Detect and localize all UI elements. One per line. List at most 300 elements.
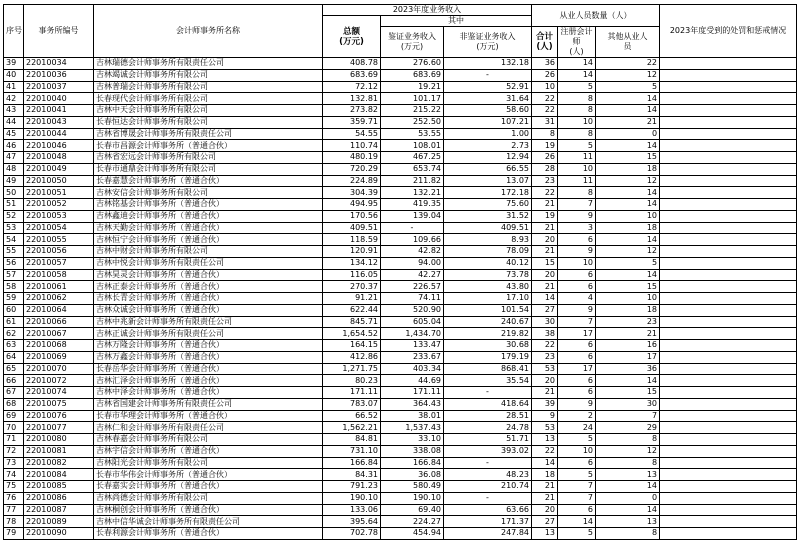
- cell-firm-no: 22010087: [24, 504, 94, 516]
- cell-audit: 44.69: [381, 375, 444, 387]
- table-row: [4, 504, 797, 516]
- cell-cpa: 7: [558, 316, 596, 328]
- cell-seq: 50: [4, 187, 24, 199]
- table-row: [4, 105, 797, 117]
- table-row: [4, 93, 797, 105]
- cell-firm-no: 22010052: [24, 199, 94, 211]
- cell-penalty: [660, 469, 797, 481]
- cell-penalty: [660, 351, 797, 363]
- cell-penalty: [660, 163, 797, 175]
- cell-firm-name: 吉林瑞德会计师事务所有限责任公司: [94, 58, 323, 70]
- cell-seq: 52: [4, 210, 24, 222]
- cell-other-staff: 5: [596, 81, 660, 93]
- table-row: [4, 387, 797, 399]
- cell-penalty: [660, 516, 797, 528]
- cell-firm-no: 22010053: [24, 210, 94, 222]
- cell-firm-no: 22010066: [24, 316, 94, 328]
- cell-firm-no: 22010054: [24, 222, 94, 234]
- cell-firm-no: 22010084: [24, 469, 94, 481]
- cell-penalty: [660, 187, 797, 199]
- cell-non-audit: 868.41: [444, 363, 532, 375]
- cell-firm-no: 22010082: [24, 457, 94, 469]
- cell-non-audit: 132.18: [444, 58, 532, 70]
- cell-other-staff: 18: [596, 163, 660, 175]
- cell-other-staff: 10: [596, 210, 660, 222]
- cell-other-staff: 15: [596, 152, 660, 164]
- cell-seq: 75: [4, 481, 24, 493]
- cell-audit: 252.50: [381, 116, 444, 128]
- cell-cpa: 8: [558, 187, 596, 199]
- cell-non-audit: 58.60: [444, 105, 532, 117]
- cell-firm-name: 吉林省博晟会计师事务所有限责任公司: [94, 128, 323, 140]
- cell-seq: 57: [4, 269, 24, 281]
- table-row: [4, 187, 797, 199]
- cell-audit: 605.04: [381, 316, 444, 328]
- cell-audit: 19.21: [381, 81, 444, 93]
- cell-other-staff: 12: [596, 445, 660, 457]
- cell-penalty: [660, 199, 797, 211]
- cell-other-staff: 14: [596, 93, 660, 105]
- header-penalty: 2023年度受到的处罚和惩戒情况: [660, 5, 797, 58]
- cell-staff-total: 21: [532, 281, 558, 293]
- cell-non-audit: 171.37: [444, 516, 532, 528]
- cell-penalty: [660, 116, 797, 128]
- cell-non-audit: 75.60: [444, 199, 532, 211]
- cell-other-staff: 13: [596, 516, 660, 528]
- cell-staff-total: 26: [532, 69, 558, 81]
- cell-total: 731.10: [323, 445, 381, 457]
- cell-other-staff: 8: [596, 434, 660, 446]
- cell-seq: 71: [4, 434, 24, 446]
- cell-staff-total: 21: [532, 387, 558, 399]
- cell-firm-no: 22010075: [24, 398, 94, 410]
- cell-firm-name: 吉林中悦会计师事务所有限责任公司: [94, 257, 323, 269]
- cell-penalty: [660, 93, 797, 105]
- cell-audit: 38.01: [381, 410, 444, 422]
- cell-other-staff: 10: [596, 293, 660, 305]
- cell-firm-no: 22010080: [24, 434, 94, 446]
- cell-penalty: [660, 257, 797, 269]
- cell-other-staff: 14: [596, 140, 660, 152]
- cell-seq: 61: [4, 316, 24, 328]
- table-row: [4, 140, 797, 152]
- cell-seq: 60: [4, 304, 24, 316]
- cell-penalty: [660, 105, 797, 117]
- cell-penalty: [660, 293, 797, 305]
- cell-staff-total: 18: [532, 469, 558, 481]
- table-row: [4, 257, 797, 269]
- cell-audit: 166.84: [381, 457, 444, 469]
- cell-other-staff: 0: [596, 128, 660, 140]
- cell-penalty: [660, 316, 797, 328]
- cell-penalty: [660, 234, 797, 246]
- header-non-audit: 非鉴证业务收入 (万元): [444, 27, 532, 58]
- cell-firm-name: 吉林安信会计师事务所有限公司: [94, 187, 323, 199]
- cell-non-audit: 8.93: [444, 234, 532, 246]
- cell-firm-no: 22010081: [24, 445, 94, 457]
- cell-firm-no: 22010051: [24, 187, 94, 199]
- cell-other-staff: 18: [596, 304, 660, 316]
- cell-audit: 683.69: [381, 69, 444, 81]
- table-row: [4, 422, 797, 434]
- header-total: 总额 (万元): [323, 16, 381, 58]
- cell-non-audit: -: [444, 457, 532, 469]
- cell-audit: 520.90: [381, 304, 444, 316]
- cell-firm-name: 长春市昌源会计师事务所（普通合伙）: [94, 140, 323, 152]
- table-row: [4, 469, 797, 481]
- cell-staff-total: 22: [532, 105, 558, 117]
- cell-audit: 454.94: [381, 528, 444, 540]
- cell-penalty: [660, 281, 797, 293]
- cell-non-audit: 179.19: [444, 351, 532, 363]
- cell-cpa: 14: [558, 58, 596, 70]
- cell-other-staff: 12: [596, 246, 660, 258]
- cell-audit: 36.08: [381, 469, 444, 481]
- cell-other-staff: 7: [596, 410, 660, 422]
- cell-staff-total: 15: [532, 257, 558, 269]
- cell-firm-no: 22010056: [24, 246, 94, 258]
- cell-penalty: [660, 410, 797, 422]
- cell-non-audit: 51.71: [444, 434, 532, 446]
- cell-total: 116.05: [323, 269, 381, 281]
- table-row: [4, 116, 797, 128]
- header-of-which: 其中: [381, 16, 532, 27]
- cell-firm-no: 22010048: [24, 152, 94, 164]
- cell-penalty: [660, 457, 797, 469]
- table-row: [4, 528, 797, 540]
- cell-non-audit: 31.64: [444, 93, 532, 105]
- cell-firm-name: 吉林长青会计师事务所（普通合伙）: [94, 293, 323, 305]
- cell-seq: 51: [4, 199, 24, 211]
- cell-seq: 62: [4, 328, 24, 340]
- cell-penalty: [660, 492, 797, 504]
- cell-non-audit: 40.12: [444, 257, 532, 269]
- table-row: [4, 434, 797, 446]
- cell-cpa: 11: [558, 152, 596, 164]
- cell-firm-no: 22010061: [24, 281, 94, 293]
- cell-seq: 64: [4, 351, 24, 363]
- cell-firm-no: 22010086: [24, 492, 94, 504]
- cell-staff-total: 9: [532, 410, 558, 422]
- table-row: [4, 481, 797, 493]
- cell-penalty: [660, 363, 797, 375]
- cell-penalty: [660, 58, 797, 70]
- cell-seq: 47: [4, 152, 24, 164]
- header-staff-group: 从业人员数量（人）: [532, 5, 660, 27]
- cell-audit: 94.00: [381, 257, 444, 269]
- cell-staff-total: 20: [532, 234, 558, 246]
- cell-cpa: 6: [558, 340, 596, 352]
- cell-audit: 190.10: [381, 492, 444, 504]
- cell-penalty: [660, 246, 797, 258]
- cell-firm-name: 吉林省宏远会计师事务所有限公司: [94, 152, 323, 164]
- cell-total: 80.23: [323, 375, 381, 387]
- cell-staff-total: 53: [532, 422, 558, 434]
- cell-non-audit: 247.84: [444, 528, 532, 540]
- cell-cpa: 3: [558, 222, 596, 234]
- cell-audit: 211.82: [381, 175, 444, 187]
- cell-total: 791.23: [323, 481, 381, 493]
- cell-cpa: 10: [558, 445, 596, 457]
- cell-non-audit: 35.54: [444, 375, 532, 387]
- header-firm-name: 会计师事务所名称: [94, 5, 323, 58]
- cell-cpa: 6: [558, 269, 596, 281]
- cell-staff-total: 53: [532, 363, 558, 375]
- header-staff-total: 合计 (人): [532, 27, 558, 58]
- cell-cpa: 5: [558, 434, 596, 446]
- cell-firm-name: 吉林鑫迪会计师事务所（普通合伙）: [94, 210, 323, 222]
- cell-firm-name: 长春现代会计师事务所有限公司: [94, 93, 323, 105]
- cell-cpa: 7: [558, 492, 596, 504]
- table-row: [4, 340, 797, 352]
- cell-total: 133.06: [323, 504, 381, 516]
- cell-staff-total: 14: [532, 293, 558, 305]
- cell-total: 304.39: [323, 187, 381, 199]
- cell-seq: 53: [4, 222, 24, 234]
- cell-firm-name: 吉林万鑫会计师事务所（普通合伙）: [94, 351, 323, 363]
- cell-seq: 79: [4, 528, 24, 540]
- cell-cpa: 5: [558, 528, 596, 540]
- cell-audit: 53.55: [381, 128, 444, 140]
- cell-firm-name: 吉林中兆新会计师事务所有限责任公司: [94, 316, 323, 328]
- cell-firm-name: 长春恒达会计师事务所有限公司: [94, 116, 323, 128]
- cell-firm-no: 22010058: [24, 269, 94, 281]
- cell-total: 683.69: [323, 69, 381, 81]
- cell-firm-no: 22010069: [24, 351, 94, 363]
- cell-staff-total: 20: [532, 504, 558, 516]
- cell-cpa: 6: [558, 281, 596, 293]
- cell-total: 480.19: [323, 152, 381, 164]
- table-row: [4, 398, 797, 410]
- cell-firm-name: 吉林万隆会计师事务所（普通合伙）: [94, 340, 323, 352]
- cell-total: 84.31: [323, 469, 381, 481]
- cell-staff-total: 8: [532, 128, 558, 140]
- cell-non-audit: -: [444, 387, 532, 399]
- cell-firm-no: 22010074: [24, 387, 94, 399]
- cell-firm-name: 吉林仁和会计师事务所有限责任公司: [94, 422, 323, 434]
- header-revenue-group: 2023年度业务收入: [323, 5, 532, 16]
- cell-audit: 69.40: [381, 504, 444, 516]
- cell-cpa: 6: [558, 387, 596, 399]
- cell-audit: 653.74: [381, 163, 444, 175]
- table-row: [4, 152, 797, 164]
- cell-firm-name: 吉林中泽会计师事务所（普通合伙）: [94, 387, 323, 399]
- header-other-staff: 其他从业人 员: [596, 27, 660, 58]
- cell-seq: 78: [4, 516, 24, 528]
- cell-total: 1,654.52: [323, 328, 381, 340]
- table-row: [4, 199, 797, 211]
- cell-penalty: [660, 528, 797, 540]
- cell-total: 110.74: [323, 140, 381, 152]
- cell-total: 132.81: [323, 93, 381, 105]
- cell-staff-total: 39: [532, 398, 558, 410]
- cell-other-staff: 16: [596, 340, 660, 352]
- cell-seq: 54: [4, 234, 24, 246]
- cell-seq: 45: [4, 128, 24, 140]
- cell-non-audit: 107.21: [444, 116, 532, 128]
- cell-firm-name: 长春市华理会计师事务所（普通合伙）: [94, 410, 323, 422]
- cell-cpa: 10: [558, 116, 596, 128]
- cell-seq: 59: [4, 293, 24, 305]
- cell-penalty: [660, 398, 797, 410]
- cell-penalty: [660, 481, 797, 493]
- cell-seq: 40: [4, 69, 24, 81]
- cell-audit: 226.57: [381, 281, 444, 293]
- cell-cpa: 5: [558, 469, 596, 481]
- cell-firm-no: 22010070: [24, 363, 94, 375]
- cell-audit: 580.49: [381, 481, 444, 493]
- cell-firm-name: 长春嘉慧会计师事务所（普通合伙）: [94, 175, 323, 187]
- cell-seq: 41: [4, 81, 24, 93]
- cell-non-audit: 24.78: [444, 422, 532, 434]
- table-row: [4, 163, 797, 175]
- cell-firm-name: 吉林恒宁会计师事务所（普通合伙）: [94, 234, 323, 246]
- cell-staff-total: 20: [532, 269, 558, 281]
- table-row: [4, 351, 797, 363]
- cell-total: 273.82: [323, 105, 381, 117]
- cell-seq: 74: [4, 469, 24, 481]
- cell-cpa: 14: [558, 69, 596, 81]
- cell-seq: 56: [4, 257, 24, 269]
- cell-seq: 65: [4, 363, 24, 375]
- cell-firm-no: 22010041: [24, 105, 94, 117]
- cell-penalty: [660, 434, 797, 446]
- cell-total: 845.71: [323, 316, 381, 328]
- cell-audit: 215.22: [381, 105, 444, 117]
- cell-cpa: 6: [558, 504, 596, 516]
- cell-cpa: 8: [558, 128, 596, 140]
- cell-firm-no: 22010068: [24, 340, 94, 352]
- cell-seq: 58: [4, 281, 24, 293]
- table-row: [4, 81, 797, 93]
- cell-penalty: [660, 81, 797, 93]
- cell-staff-total: 26: [532, 152, 558, 164]
- cell-firm-name: 吉林尚德会计师事务所有限公司: [94, 492, 323, 504]
- cell-audit: 1,434.70: [381, 328, 444, 340]
- cell-total: 494.95: [323, 199, 381, 211]
- cell-audit: 276.60: [381, 58, 444, 70]
- cell-firm-no: 22010067: [24, 328, 94, 340]
- cell-total: 171.11: [323, 387, 381, 399]
- cell-firm-no: 22010085: [24, 481, 94, 493]
- cell-seq: 73: [4, 457, 24, 469]
- cell-other-staff: 14: [596, 481, 660, 493]
- cell-total: 702.78: [323, 528, 381, 540]
- cell-firm-no: 22010044: [24, 128, 94, 140]
- cell-audit: 42.82: [381, 246, 444, 258]
- cell-total: 164.15: [323, 340, 381, 352]
- cell-penalty: [660, 222, 797, 234]
- cell-firm-name: 长春岳华会计师事务所（普通合伙）: [94, 363, 323, 375]
- cell-cpa: 4: [558, 293, 596, 305]
- cell-total: 1,271.75: [323, 363, 381, 375]
- cell-non-audit: 2.73: [444, 140, 532, 152]
- cell-non-audit: 101.54: [444, 304, 532, 316]
- cell-other-staff: 14: [596, 199, 660, 211]
- cell-total: 783.07: [323, 398, 381, 410]
- cell-firm-name: 长春利源会计师事务所（普通合伙）: [94, 528, 323, 540]
- cell-staff-total: 23: [532, 175, 558, 187]
- cell-staff-total: 14: [532, 457, 558, 469]
- header-firm-no: 事务所编号: [24, 5, 94, 58]
- cell-other-staff: 5: [596, 257, 660, 269]
- cell-other-staff: 21: [596, 328, 660, 340]
- cell-penalty: [660, 445, 797, 457]
- cell-seq: 63: [4, 340, 24, 352]
- cell-total: 170.56: [323, 210, 381, 222]
- cell-total: 622.44: [323, 304, 381, 316]
- cell-firm-no: 22010050: [24, 175, 94, 187]
- cell-seq: 46: [4, 140, 24, 152]
- cell-seq: 43: [4, 105, 24, 117]
- cell-seq: 68: [4, 398, 24, 410]
- cell-audit: 419.35: [381, 199, 444, 211]
- cell-firm-name: 吉林天勤会计师事务所（普通合伙）: [94, 222, 323, 234]
- cell-cpa: 10: [558, 163, 596, 175]
- cell-firm-name: 吉林正泰会计师事务所（普通合伙）: [94, 281, 323, 293]
- cell-other-staff: 14: [596, 187, 660, 199]
- cell-firm-name: 吉林竭诚会计师事务所有限公司: [94, 69, 323, 81]
- cell-penalty: [660, 304, 797, 316]
- cell-other-staff: 14: [596, 234, 660, 246]
- cell-penalty: [660, 175, 797, 187]
- cell-firm-no: 22010064: [24, 304, 94, 316]
- cell-firm-name: 吉林铭基会计师事务所（普通合伙）: [94, 199, 323, 211]
- cell-seq: 76: [4, 492, 24, 504]
- cell-cpa: 11: [558, 175, 596, 187]
- cell-total: 224.89: [323, 175, 381, 187]
- cell-cpa: 6: [558, 234, 596, 246]
- cell-cpa: 9: [558, 246, 596, 258]
- cell-other-staff: 17: [596, 351, 660, 363]
- cell-non-audit: 73.78: [444, 269, 532, 281]
- cell-staff-total: 22: [532, 187, 558, 199]
- cell-firm-no: 22010062: [24, 293, 94, 305]
- cell-seq: 77: [4, 504, 24, 516]
- cell-non-audit: 13.07: [444, 175, 532, 187]
- cell-firm-name: 吉林宇信会计师事务所（普通合伙）: [94, 445, 323, 457]
- cell-other-staff: 29: [596, 422, 660, 434]
- cell-non-audit: 66.55: [444, 163, 532, 175]
- cell-total: 72.12: [323, 81, 381, 93]
- cell-non-audit: 63.66: [444, 504, 532, 516]
- header-seq: 序号: [4, 5, 24, 58]
- cell-seq: 44: [4, 116, 24, 128]
- cell-staff-total: 30: [532, 316, 558, 328]
- cell-other-staff: 8: [596, 457, 660, 469]
- cell-firm-no: 22010089: [24, 516, 94, 528]
- cell-other-staff: 15: [596, 387, 660, 399]
- cell-audit: 132.21: [381, 187, 444, 199]
- cell-staff-total: 27: [532, 304, 558, 316]
- table-header: [4, 5, 797, 58]
- firm-table: [3, 4, 797, 540]
- cell-total: 720.29: [323, 163, 381, 175]
- cell-non-audit: 30.68: [444, 340, 532, 352]
- cell-firm-no: 22010037: [24, 81, 94, 93]
- cell-non-audit: 12.94: [444, 152, 532, 164]
- cell-staff-total: 38: [532, 328, 558, 340]
- cell-total: 409.51: [323, 222, 381, 234]
- cell-total: 412.86: [323, 351, 381, 363]
- cell-cpa: 7: [558, 481, 596, 493]
- cell-cpa: 24: [558, 422, 596, 434]
- cell-cpa: 9: [558, 304, 596, 316]
- cell-firm-no: 22010046: [24, 140, 94, 152]
- cell-audit: -: [381, 222, 444, 234]
- cell-non-audit: -: [444, 492, 532, 504]
- cell-total: 120.91: [323, 246, 381, 258]
